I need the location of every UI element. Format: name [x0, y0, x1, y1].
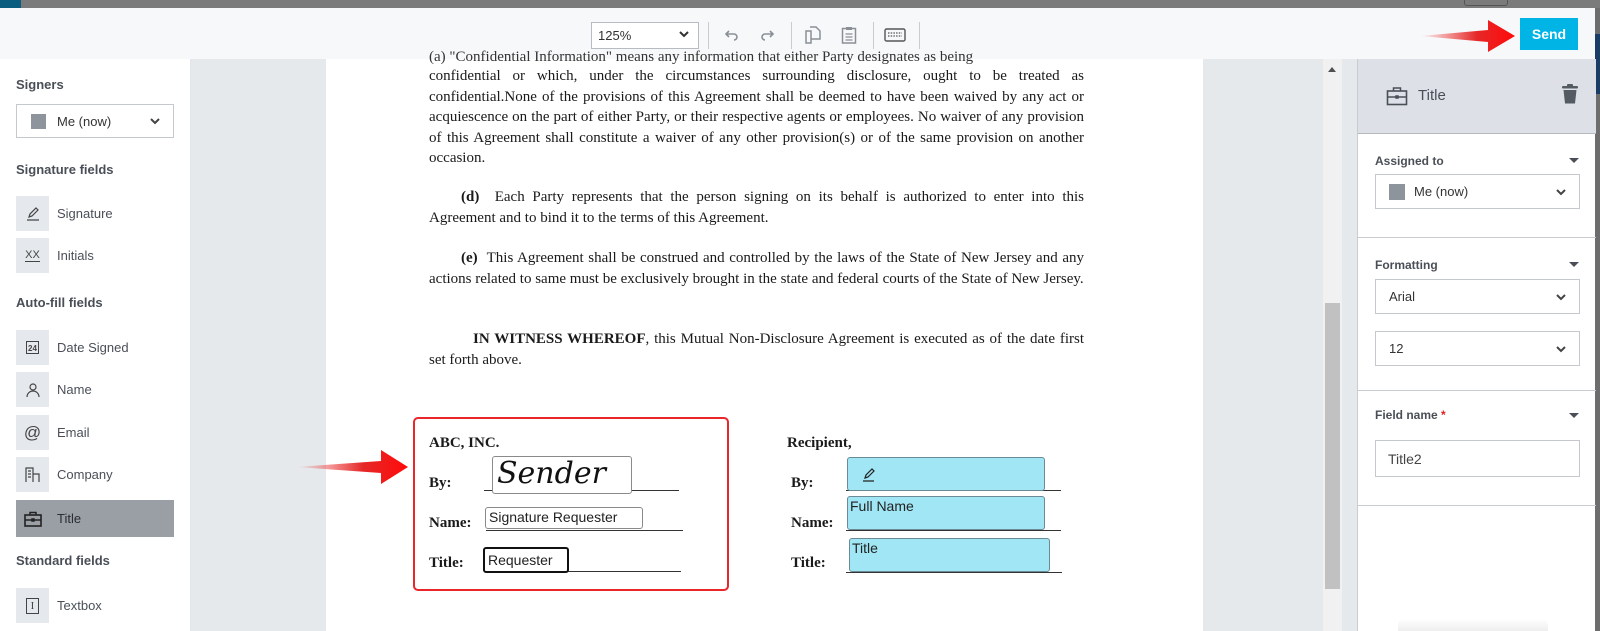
- field-name-label-text: Field name: [1375, 408, 1438, 422]
- sidebar-item-company[interactable]: [16, 457, 174, 492]
- sidebar-item-label: Date Signed: [57, 340, 129, 355]
- briefcase-icon: [16, 501, 49, 536]
- zoom-select[interactable]: [591, 22, 699, 49]
- field-type-title: Title: [1418, 87, 1446, 104]
- toolbar-divider: [919, 22, 920, 49]
- sender-by-label: By:: [429, 475, 452, 491]
- sidebar-item-label: Name: [57, 382, 92, 397]
- assigned-to-select[interactable]: [1375, 174, 1580, 209]
- pen-icon: [862, 468, 876, 482]
- required-marker: *: [1441, 408, 1446, 422]
- assigned-to-value: Me (now): [1414, 184, 1469, 199]
- keyboard-icon: [884, 28, 906, 42]
- chevron-down-icon: [1555, 343, 1567, 355]
- sidebar-item-email[interactable]: [16, 415, 174, 450]
- field-name-section: [1358, 391, 1596, 506]
- field-name-input[interactable]: [1375, 440, 1580, 477]
- sidebar-item-initials[interactable]: [16, 238, 174, 273]
- sender-name-field[interactable]: Signature Requester: [485, 507, 643, 529]
- witness-bold: IN WITNESS WHEREOF: [473, 331, 646, 347]
- collapse-caret-icon[interactable]: [1569, 262, 1579, 267]
- sidebar-item-title[interactable]: [16, 500, 174, 537]
- panel-footer-shadow: [1398, 619, 1548, 631]
- recipient-signature-field[interactable]: [847, 457, 1045, 491]
- pen-icon: [16, 196, 49, 231]
- calendar-icon: 24: [16, 330, 49, 365]
- toolbar-divider: [708, 22, 709, 49]
- redo-icon: [760, 29, 774, 41]
- sidebar-item-label: Signature: [57, 206, 113, 221]
- recipient-by-label: By:: [791, 475, 814, 491]
- zoom-level: 125%: [598, 28, 632, 43]
- scroll-up-icon[interactable]: [1328, 67, 1336, 72]
- undo-icon: [725, 29, 739, 41]
- trash-icon[interactable]: [1562, 84, 1578, 104]
- witness-text: , this Mutual Non-Disclosure Agreement is executed as of the date first set forth above.: [429, 331, 1084, 368]
- keyboard-button[interactable]: [884, 24, 906, 46]
- textbox-icon: I: [16, 588, 49, 623]
- document-text-cut: (a) "Confidential Information" means any information that either Party designates as being: [429, 49, 974, 65]
- sender-company: ABC, INC.: [429, 435, 500, 451]
- paste-button[interactable]: [838, 24, 860, 46]
- at-icon: @: [16, 415, 49, 450]
- autofill-fields-heading: Auto-fill fields: [16, 295, 103, 310]
- font-family-value: Arial: [1389, 289, 1416, 304]
- scrollbar-thumb[interactable]: [1325, 303, 1340, 589]
- sidebar-item-label: Email: [57, 425, 90, 440]
- recipient-heading: Recipient,: [787, 435, 852, 451]
- sender-signature-field[interactable]: Sender: [492, 456, 632, 494]
- sidebar-item-name[interactable]: [16, 372, 174, 407]
- copy-icon: [805, 26, 821, 44]
- signature-fields-heading: Signature fields: [16, 162, 114, 177]
- building-icon: [16, 457, 49, 492]
- chevron-down-icon: [149, 115, 161, 127]
- formatting-section: [1358, 238, 1596, 391]
- witness-paragraph: [429, 329, 1084, 370]
- annotation-arrow-icon: [1420, 18, 1515, 54]
- font-size-select[interactable]: [1375, 331, 1580, 366]
- sidebar-item-textbox[interactable]: [16, 588, 174, 623]
- sender-title-field[interactable]: Requester: [483, 547, 569, 573]
- chevron-down-icon: [1555, 186, 1567, 198]
- chevron-down-icon: [678, 28, 690, 40]
- toolbar-divider: [791, 22, 792, 49]
- copy-button[interactable]: [802, 24, 824, 46]
- paste-icon: [841, 26, 857, 44]
- recipient-name-label: Name:: [791, 515, 834, 531]
- document-editor: [0, 8, 1595, 631]
- assigned-to-label: Assigned to: [1375, 154, 1444, 168]
- sidebar-item-date-signed[interactable]: [16, 330, 174, 365]
- signers-heading: Signers: [16, 77, 64, 92]
- font-family-select[interactable]: [1375, 279, 1580, 314]
- app-logo: [0, 0, 21, 8]
- signer-select[interactable]: [16, 104, 174, 138]
- fields-sidebar: [0, 59, 191, 631]
- paragraph-c: confidential or which, under the circumstances surrounding disclosure, ought to be treated as confidential.None of the provisions of this Agreement shall be deemed to have been waived by any act or acquiescence on the part of either Party, or their respective agents or employees. No waiver of any provision of this Agreement shall constitute a waiver of any other provision(s) or of the same provision on another occasion.: [429, 68, 1084, 166]
- paragraph-d-text: Each Party represents that the person signing on its behalf is authorized to enter into this Agreement and to bind it to the terms of this Agreement.: [429, 189, 1085, 226]
- briefcase-icon: [1386, 86, 1408, 106]
- font-size-value: 12: [1389, 341, 1404, 356]
- window-tab: [1464, 0, 1508, 6]
- collapse-caret-icon[interactable]: [1569, 413, 1579, 418]
- paragraph-d-label: (d): [461, 189, 480, 205]
- document-scrollbar[interactable]: [1323, 59, 1342, 631]
- paragraph-e-label: (e): [461, 250, 478, 266]
- document-page: [326, 49, 1203, 631]
- paragraph-e: [429, 248, 1084, 289]
- annotation-arrow-icon: [296, 449, 408, 485]
- chevron-down-icon: [1555, 291, 1567, 303]
- person-icon: [16, 372, 49, 407]
- sidebar-item-label: Company: [57, 467, 113, 482]
- sidebar-item-label: Initials: [57, 248, 94, 263]
- sender-name-label: Name:: [429, 515, 472, 531]
- formatting-label: Formatting: [1375, 258, 1438, 272]
- paragraph-d: [429, 187, 1084, 228]
- undo-button[interactable]: [721, 24, 743, 46]
- recipient-title-label: Title:: [791, 555, 826, 571]
- initials-icon: XX: [16, 238, 49, 273]
- toolbar-divider: [873, 22, 874, 49]
- field-properties-panel: [1357, 59, 1595, 631]
- field-name-label: [1375, 408, 1446, 422]
- signer-color-swatch: [31, 114, 46, 129]
- signer-color-swatch: [1389, 184, 1405, 200]
- signature-line: [846, 572, 1062, 573]
- assigned-to-section: [1358, 134, 1596, 238]
- paragraph-e-text: This Agreement shall be construed and controlled by the laws of the State of New Jersey and any actions related to same must be exclusively brought in the state and federal courts of the State of New Jersey.: [429, 250, 1084, 287]
- signer-select-value: Me (now): [57, 114, 112, 129]
- collapse-caret-icon[interactable]: [1569, 158, 1579, 163]
- redo-button[interactable]: [756, 24, 778, 46]
- panel-gutter: [1342, 59, 1357, 631]
- recipient-name-field[interactable]: Full Name: [847, 496, 1045, 530]
- browser-top-strip: [0, 0, 1600, 8]
- standard-fields-heading: Standard fields: [16, 553, 110, 568]
- sidebar-item-label: Title: [57, 511, 82, 526]
- sender-title-label: Title:: [429, 555, 464, 571]
- signature-line: [486, 530, 683, 531]
- sidebar-item-signature[interactable]: [16, 196, 174, 231]
- field-properties-header: [1358, 59, 1596, 134]
- signature-line: [846, 530, 1061, 531]
- document-viewport: [191, 49, 1323, 631]
- send-button[interactable]: Send: [1520, 18, 1578, 50]
- sidebar-item-label: Textbox: [57, 598, 102, 613]
- recipient-title-field[interactable]: Title: [849, 538, 1050, 572]
